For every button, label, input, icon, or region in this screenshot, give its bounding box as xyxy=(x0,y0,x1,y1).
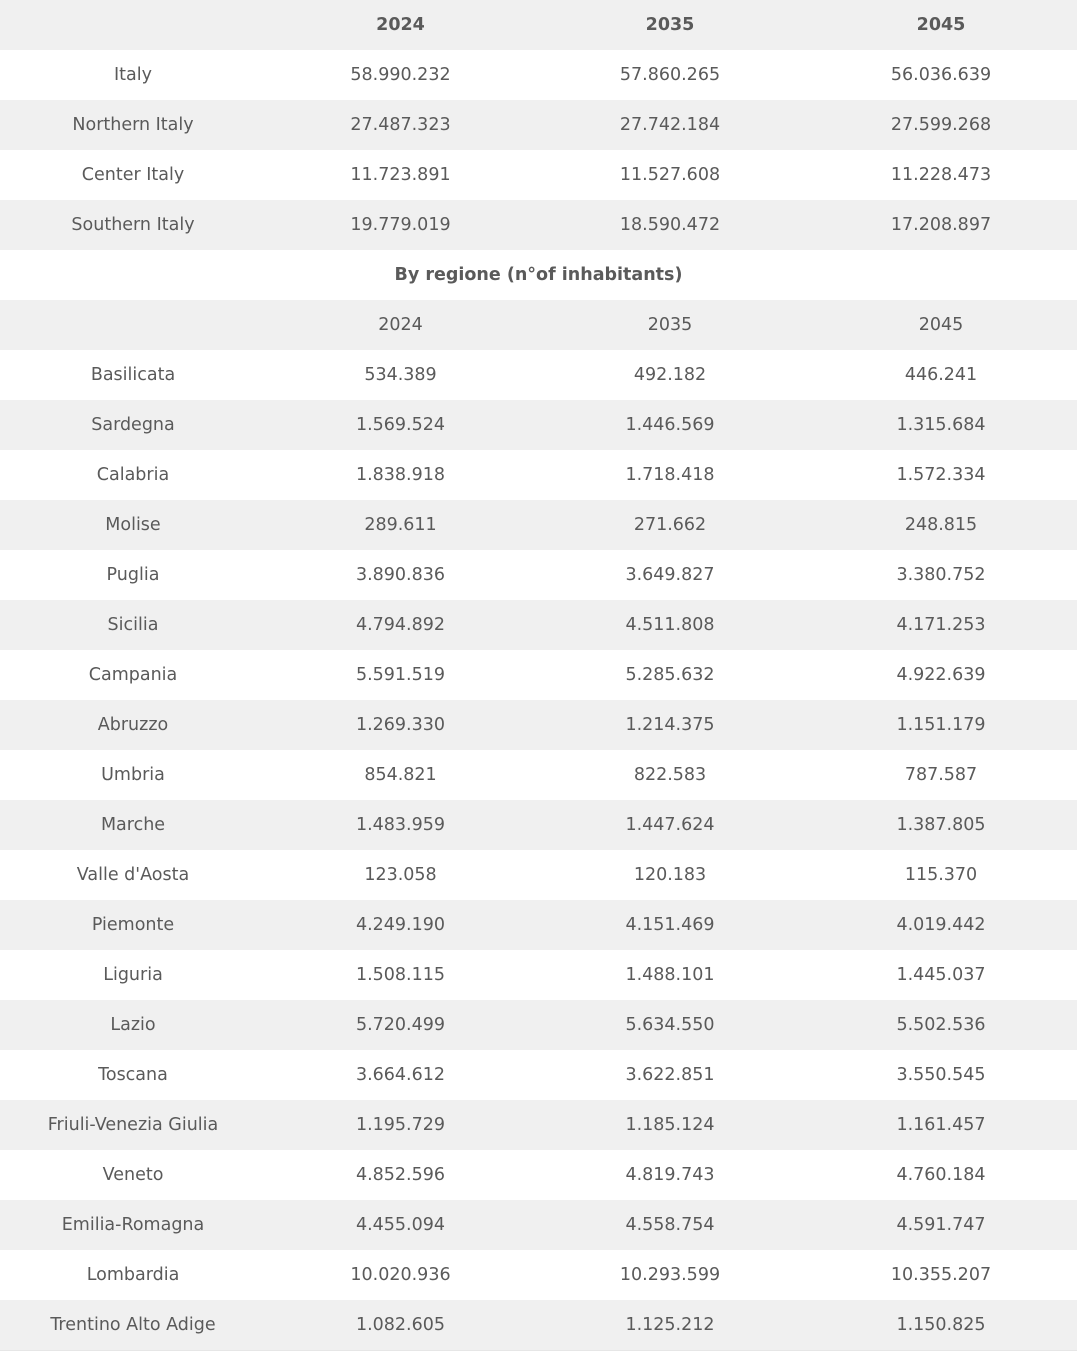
value-2035: 271.662 xyxy=(633,515,707,535)
value-2035: 18.590.472 xyxy=(619,215,721,235)
table-row xyxy=(0,50,1077,100)
row-label: Trentino Alto Adige xyxy=(0,1300,266,1350)
table-row xyxy=(0,400,1077,450)
table-row xyxy=(0,1250,1077,1300)
value-2035: 5.285.632 xyxy=(625,665,715,685)
value-2035: 120.183 xyxy=(633,865,707,885)
value-2035: 4.558.754 xyxy=(625,1215,715,1235)
value-2024: 19.779.019 xyxy=(350,215,451,235)
table-row xyxy=(0,850,1077,900)
value-2024: 534.389 xyxy=(364,365,437,385)
summary-header-blank xyxy=(0,0,266,50)
value-2045: 4.171.253 xyxy=(896,615,986,635)
value-2024: 1.195.729 xyxy=(355,1115,446,1135)
value-2035: 4.511.808 xyxy=(625,615,715,635)
section-title-row xyxy=(0,250,1077,300)
value-2045: 5.502.536 xyxy=(896,1015,986,1035)
value-2024: 1.483.959 xyxy=(355,815,446,835)
value-2024: 289.611 xyxy=(364,515,437,535)
table-row xyxy=(0,600,1077,650)
row-label: Sicilia xyxy=(107,615,159,635)
table-row xyxy=(0,150,1077,200)
value-2024: 58.990.232 xyxy=(350,65,451,85)
value-2024: 1.838.918 xyxy=(355,465,446,485)
row-label: Sardegna xyxy=(91,415,175,435)
value-2024: 123.058 xyxy=(364,865,437,885)
row-label: Southern Italy xyxy=(71,215,195,235)
table-row xyxy=(0,1150,1077,1200)
value-2045: 1.161.457 xyxy=(896,1115,986,1135)
summary-header-row xyxy=(0,0,1077,50)
value-2035: 1.125.212 xyxy=(535,1300,805,1350)
table-row xyxy=(0,750,1077,800)
table-row xyxy=(0,650,1077,700)
table-row xyxy=(0,1300,1077,1350)
row-label: Toscana xyxy=(98,1065,168,1085)
row-label: Basilicata xyxy=(90,365,176,385)
value-2024: 3.664.612 xyxy=(355,1065,446,1085)
value-2045: 11.228.473 xyxy=(890,165,992,185)
value-2024: 4.794.892 xyxy=(355,615,446,635)
row-label: Piemonte xyxy=(91,915,175,935)
row-label: Campania xyxy=(88,665,178,685)
value-2045: 787.587 xyxy=(904,765,978,785)
value-2045: 1.572.334 xyxy=(896,465,986,485)
value-2045: 3.380.752 xyxy=(896,565,986,585)
row-label: Valle d'Aosta xyxy=(76,865,190,885)
value-2035: 3.622.851 xyxy=(625,1065,715,1085)
table-row xyxy=(0,450,1077,500)
value-2024: 5.720.499 xyxy=(355,1015,446,1035)
row-label: Calabria xyxy=(96,465,170,485)
row-label: Lazio xyxy=(110,1015,156,1035)
value-2024: 3.890.836 xyxy=(355,565,446,585)
value-2045: 56.036.639 xyxy=(890,65,992,85)
table-row xyxy=(0,800,1077,850)
value-2024: 4.852.596 xyxy=(355,1165,446,1185)
table-row xyxy=(0,500,1077,550)
value-2045: 248.815 xyxy=(904,515,978,535)
value-2024: 4.249.190 xyxy=(355,915,446,935)
value-2045: 27.599.268 xyxy=(890,115,992,135)
row-label: Italy xyxy=(114,65,152,85)
row-label: Molise xyxy=(105,515,161,535)
value-2024: 1.269.330 xyxy=(355,715,446,735)
value-2035: 5.634.550 xyxy=(625,1015,715,1035)
table-row xyxy=(0,350,1077,400)
value-2035: 1.488.101 xyxy=(625,965,715,985)
value-2024: 1.508.115 xyxy=(355,965,446,985)
value-2035: 3.649.827 xyxy=(625,565,715,585)
value-2045: 1.151.179 xyxy=(896,715,986,735)
value-2045: 1.445.037 xyxy=(896,965,986,985)
value-2035: 1.446.569 xyxy=(625,415,715,435)
value-2035: 10.293.599 xyxy=(619,1265,721,1285)
regions-header-blank xyxy=(0,300,266,350)
value-2045: 17.208.897 xyxy=(890,215,992,235)
value-2045: 4.591.747 xyxy=(896,1215,986,1235)
row-label: Emilia-Romagna xyxy=(61,1215,205,1235)
value-2045: 4.760.184 xyxy=(896,1165,986,1185)
table-row xyxy=(0,1000,1077,1050)
summary-header-2035: 2035 xyxy=(645,15,695,35)
table-row xyxy=(0,200,1077,250)
table-row xyxy=(0,1050,1077,1100)
row-label: Marche xyxy=(100,815,166,835)
value-2035: 11.527.608 xyxy=(619,165,721,185)
row-label: Abruzzo xyxy=(97,715,169,735)
table-row xyxy=(0,100,1077,150)
value-2035: 1.185.124 xyxy=(625,1115,715,1135)
value-2045: 1.150.825 xyxy=(805,1300,1077,1350)
value-2045: 10.355.207 xyxy=(890,1265,992,1285)
table-row xyxy=(0,550,1077,600)
summary-header-2024: 2024 xyxy=(376,15,425,35)
table-row xyxy=(0,1200,1077,1250)
value-2024: 4.455.094 xyxy=(355,1215,446,1235)
value-2045: 115.370 xyxy=(904,865,978,885)
value-2024: 10.020.936 xyxy=(350,1265,451,1285)
summary-header-2045: 2045 xyxy=(916,15,966,35)
value-2035: 27.742.184 xyxy=(619,115,721,135)
value-2024: 11.723.891 xyxy=(350,165,451,185)
table-row xyxy=(0,950,1077,1000)
row-label: Friuli-Venezia Giulia xyxy=(47,1115,219,1135)
row-label: Northern Italy xyxy=(72,115,194,135)
value-2045: 4.019.442 xyxy=(896,915,986,935)
row-label: Veneto xyxy=(102,1165,164,1185)
value-2035: 57.860.265 xyxy=(619,65,721,85)
value-2045: 1.315.684 xyxy=(896,415,986,435)
regions-header-2045: 2045 xyxy=(918,315,964,335)
regions-header-2024: 2024 xyxy=(378,315,423,335)
table-row xyxy=(0,900,1077,950)
value-2035: 1.214.375 xyxy=(625,715,715,735)
value-2035: 4.819.743 xyxy=(625,1165,715,1185)
regions-header-row xyxy=(0,300,1077,350)
value-2024: 854.821 xyxy=(364,765,437,785)
regions-header-2035: 2035 xyxy=(647,315,693,335)
value-2024: 5.591.519 xyxy=(355,665,446,685)
value-2035: 4.151.469 xyxy=(625,915,715,935)
section-title: By regione (n°of inhabitants) xyxy=(394,265,683,285)
value-2035: 1.447.624 xyxy=(625,815,715,835)
row-label: Umbria xyxy=(101,765,165,785)
value-2045: 446.241 xyxy=(904,365,978,385)
table-row xyxy=(0,700,1077,750)
row-label: Puglia xyxy=(106,565,160,585)
value-2035: 492.182 xyxy=(633,365,707,385)
value-2045: 4.922.639 xyxy=(896,665,986,685)
value-2035: 822.583 xyxy=(633,765,707,785)
value-2024: 1.082.605 xyxy=(266,1300,535,1350)
value-2024: 27.487.323 xyxy=(350,115,451,135)
value-2024: 1.569.524 xyxy=(355,415,446,435)
table-row xyxy=(0,1100,1077,1150)
row-label: Liguria xyxy=(103,965,163,985)
value-2045: 1.387.805 xyxy=(896,815,986,835)
row-label: Center Italy xyxy=(81,165,185,185)
value-2045: 3.550.545 xyxy=(896,1065,986,1085)
value-2035: 1.718.418 xyxy=(625,465,715,485)
row-label: Lombardia xyxy=(86,1265,180,1285)
